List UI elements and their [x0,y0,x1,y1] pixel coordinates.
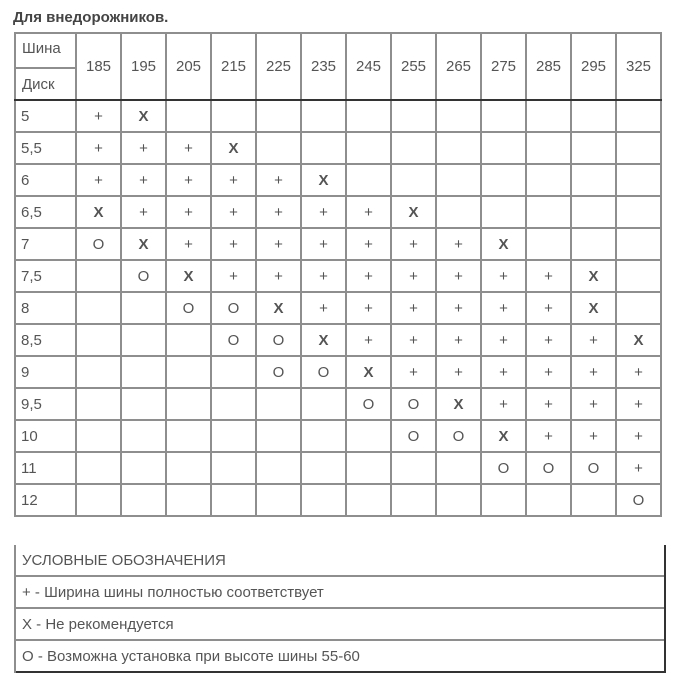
tire-rim-table [14,32,662,517]
compat-cell [211,100,256,132]
compat-cell [211,356,256,388]
compat-cell [166,452,211,484]
compat-cell: X [301,164,346,196]
table-row [15,420,661,452]
compat-cell [76,388,121,420]
compat-cell: O [121,260,166,292]
compat-cell: X [121,100,166,132]
compat-cell [256,420,301,452]
compat-cell [301,132,346,164]
compat-cell: + [301,260,346,292]
compat-cell [76,324,121,356]
rim-size-cell: 11 [15,452,76,484]
compat-cell: + [256,196,301,228]
compat-cell: O [76,228,121,260]
compat-cell [346,420,391,452]
table-row [15,452,661,484]
compat-cell: + [481,324,526,356]
compat-cell: + [211,228,256,260]
table-row [15,356,661,388]
table-row [15,132,661,164]
compat-cell: O [211,292,256,324]
rim-size-cell: 8 [15,292,76,324]
compat-cell: X [436,388,481,420]
compat-cell: + [76,132,121,164]
compat-cell [166,356,211,388]
compat-cell [256,484,301,516]
compat-cell [391,164,436,196]
compat-cell: + [436,324,481,356]
compat-cell: + [346,228,391,260]
compat-cell: + [121,132,166,164]
compat-cell [436,452,481,484]
compat-cell: + [526,420,571,452]
compat-cell: + [526,324,571,356]
compat-cell [571,484,616,516]
compat-cell [391,100,436,132]
compat-cell [166,484,211,516]
compat-cell [436,484,481,516]
compat-cell: + [76,164,121,196]
compat-cell: O [616,484,661,516]
compat-cell [616,260,661,292]
compat-cell: + [481,292,526,324]
compat-cell: + [526,260,571,292]
compat-cell [121,452,166,484]
compat-cell: + [571,388,616,420]
compat-cell: + [391,356,436,388]
compat-cell: + [436,356,481,388]
table-body [15,100,661,516]
compat-cell [571,100,616,132]
compat-cell: + [211,196,256,228]
table-row [15,196,661,228]
width-header: 185 [76,33,121,100]
compat-cell: + [481,260,526,292]
compat-cell: + [391,260,436,292]
compat-cell: + [346,324,391,356]
compat-cell [616,164,661,196]
table-row [15,100,661,132]
compat-cell: + [121,196,166,228]
compat-cell [526,484,571,516]
compat-cell: O [346,388,391,420]
compat-cell: + [301,196,346,228]
rim-label: Диск [22,76,55,93]
compat-cell [301,484,346,516]
compat-cell [571,164,616,196]
compat-cell: + [166,132,211,164]
rim-size-cell: 7 [15,228,76,260]
compat-cell: X [481,228,526,260]
compat-cell: + [616,420,661,452]
width-header: 225 [256,33,301,100]
rim-size-cell: 10 [15,420,76,452]
rim-size-cell: 7,5 [15,260,76,292]
table-row [15,164,661,196]
compat-cell [436,132,481,164]
compat-cell: O [436,420,481,452]
compat-cell [301,420,346,452]
legend-item-x: X - Не рекомендуется [16,609,664,641]
compat-cell [571,132,616,164]
compat-cell [346,164,391,196]
table-row [15,388,661,420]
compat-cell: O [571,452,616,484]
compat-cell [616,100,661,132]
compat-cell: + [391,324,436,356]
compat-cell [121,324,166,356]
compat-cell [166,420,211,452]
compat-cell [436,164,481,196]
width-header: 195 [121,33,166,100]
compat-cell: O [391,388,436,420]
table-row [15,324,661,356]
compat-cell [481,100,526,132]
compat-cell: + [301,292,346,324]
compat-cell: O [526,452,571,484]
compat-cell [121,292,166,324]
legend [14,545,666,673]
corner-divider [16,67,75,69]
compat-cell: O [301,356,346,388]
compat-cell: + [256,164,301,196]
compat-cell [616,292,661,324]
compat-cell [121,388,166,420]
compat-cell: + [256,228,301,260]
compat-cell: + [481,356,526,388]
compat-cell [211,388,256,420]
table-row [15,228,661,260]
compat-cell [616,228,661,260]
width-header: 285 [526,33,571,100]
compat-cell: + [616,388,661,420]
compat-cell [256,100,301,132]
compat-cell [76,356,121,388]
compat-cell [346,452,391,484]
compat-cell [166,388,211,420]
compat-cell: + [526,356,571,388]
table-row [15,292,661,324]
compat-cell [436,100,481,132]
compat-cell [481,132,526,164]
compat-cell: X [256,292,301,324]
compat-cell: + [211,260,256,292]
compat-cell [76,260,121,292]
compat-cell [76,292,121,324]
page-title: Для внедорожников. [13,9,169,26]
legend-heading: УСЛОВНЫЕ ОБОЗНАЧЕНИЯ [16,545,664,577]
width-header: 325 [616,33,661,100]
width-header: 255 [391,33,436,100]
compat-cell [256,132,301,164]
compat-cell [481,196,526,228]
compat-cell [121,356,166,388]
compat-cell: X [301,324,346,356]
width-header: 265 [436,33,481,100]
width-header: 235 [301,33,346,100]
compat-cell: O [481,452,526,484]
compat-cell [256,388,301,420]
compat-cell [526,196,571,228]
compat-cell [391,452,436,484]
rim-size-cell: 8,5 [15,324,76,356]
compat-cell: + [436,260,481,292]
compat-cell [616,196,661,228]
compat-cell [481,484,526,516]
compat-cell [526,164,571,196]
compat-cell [346,484,391,516]
compat-cell [121,484,166,516]
compat-cell: + [346,292,391,324]
compat-cell: + [166,196,211,228]
compat-cell: + [166,228,211,260]
compat-cell [436,196,481,228]
compat-cell: + [571,356,616,388]
compat-cell [571,228,616,260]
corner-header [15,33,76,100]
compat-cell: + [346,260,391,292]
compat-cell: X [346,356,391,388]
compat-cell [301,452,346,484]
rim-size-cell: 9 [15,356,76,388]
compat-cell: + [616,452,661,484]
compat-cell [166,100,211,132]
compat-cell: + [616,356,661,388]
compat-cell: + [301,228,346,260]
compat-cell: + [571,324,616,356]
compat-cell [526,132,571,164]
compat-cell: X [571,260,616,292]
compat-cell [301,388,346,420]
compat-cell [76,420,121,452]
compat-cell [76,452,121,484]
width-header: 215 [211,33,256,100]
compat-cell: + [436,292,481,324]
compat-cell [166,324,211,356]
compat-cell: + [211,164,256,196]
compat-cell: O [256,324,301,356]
compat-cell [346,132,391,164]
legend-item-o: O - Возможна установка при высоте шины 55-60 [16,641,664,673]
compat-cell: X [571,292,616,324]
compat-cell: + [436,228,481,260]
width-header: 245 [346,33,391,100]
compat-cell: + [481,388,526,420]
compat-cell: O [211,324,256,356]
tire-label: Шина [22,40,61,57]
compat-cell [211,484,256,516]
compat-cell [121,420,166,452]
compat-cell [571,196,616,228]
compat-cell [391,484,436,516]
compat-cell [256,452,301,484]
rim-size-cell: 12 [15,484,76,516]
compat-cell: + [121,164,166,196]
compat-cell [301,100,346,132]
compat-cell [526,100,571,132]
compat-cell: O [166,292,211,324]
header-row [15,33,661,100]
table-row [15,484,661,516]
compat-cell: X [391,196,436,228]
compat-cell: O [391,420,436,452]
width-header: 295 [571,33,616,100]
compat-cell: + [526,292,571,324]
compat-cell [211,452,256,484]
compat-cell [526,228,571,260]
compat-cell: X [166,260,211,292]
compat-cell [481,164,526,196]
compat-cell: + [76,100,121,132]
compat-cell: X [76,196,121,228]
compat-cell: X [211,132,256,164]
width-header: 275 [481,33,526,100]
table-row [15,260,661,292]
compat-cell [346,100,391,132]
rim-size-cell: 9,5 [15,388,76,420]
compat-cell: X [121,228,166,260]
compat-cell [76,484,121,516]
width-header: 205 [166,33,211,100]
legend-item-plus: + - Ширина шины полностью соответствует [16,577,664,609]
compat-cell [211,420,256,452]
compat-cell: O [256,356,301,388]
rim-size-cell: 5 [15,100,76,132]
compat-cell: X [616,324,661,356]
compat-cell: + [571,420,616,452]
rim-size-cell: 6,5 [15,196,76,228]
compat-cell: X [481,420,526,452]
compat-cell [391,132,436,164]
compat-cell: + [346,196,391,228]
compat-cell: + [166,164,211,196]
compat-cell: + [526,388,571,420]
rim-size-cell: 6 [15,164,76,196]
compat-cell: + [256,260,301,292]
compat-cell: + [391,292,436,324]
compat-cell [616,132,661,164]
rim-size-cell: 5,5 [15,132,76,164]
compat-cell: + [391,228,436,260]
